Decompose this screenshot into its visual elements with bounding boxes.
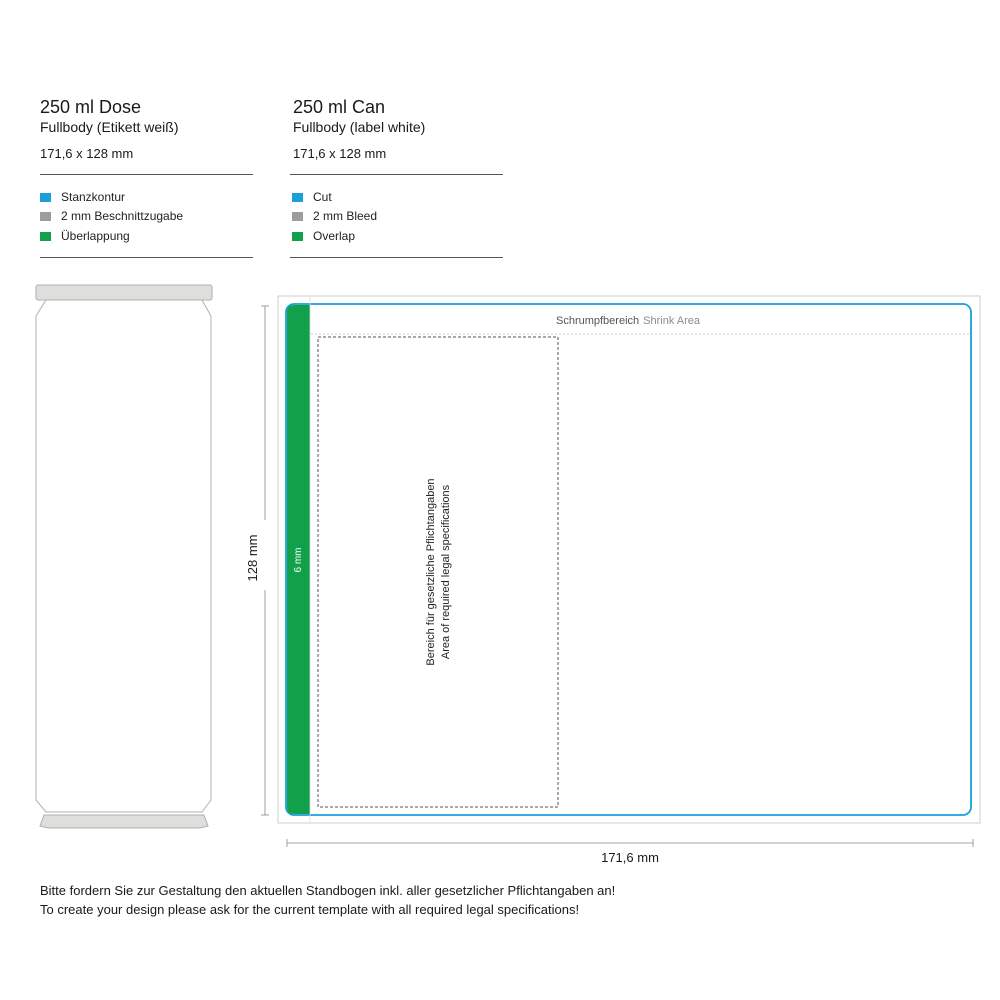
height-label: 128 mm <box>245 534 260 582</box>
footer-note-de: Bitte fordern Sie zur Gestaltung den aktuellen Standbogen inkl. aller gesetzlicher Pflichtangaben an! <box>40 883 616 898</box>
size-en: 171,6 x 128 mm <box>293 146 387 161</box>
size-de: 171,6 x 128 mm <box>40 146 134 161</box>
cut-contour <box>286 304 971 815</box>
title-de: 250 ml Dose <box>40 97 142 117</box>
subtitle-de: Fullbody (Etikett weiß) <box>40 119 179 135</box>
shrink-label-en: Shrink Area <box>643 315 701 327</box>
width-label: 171,6 mm <box>601 850 659 865</box>
legend-label: 2 mm Bleed <box>313 209 378 223</box>
subtitle-en: Fullbody (label white) <box>293 119 426 135</box>
can-body <box>36 300 211 812</box>
height-dimension <box>245 306 269 815</box>
footer-note-en: To create your design please ask for the current template with all required legal specifications! <box>40 902 580 917</box>
shrink-label-de: Schrumpfbereich <box>555 315 640 327</box>
overlap-label: 6 mm <box>293 547 304 573</box>
width-dimension <box>287 839 973 865</box>
legal-area-label-en: Area of required legal specifications <box>440 484 452 660</box>
can-lid <box>36 285 212 300</box>
legend-label: Overlap <box>313 229 356 243</box>
legend-label: Überlappung <box>61 229 130 243</box>
legend-label: Cut <box>313 190 332 204</box>
can-illustration <box>36 285 212 828</box>
title-en: 250 ml Can <box>293 97 386 117</box>
legal-area-label-de: Bereich für gesetzliche Pflichtangaben <box>425 478 437 666</box>
can-bottom <box>40 815 208 828</box>
legend-label: 2 mm Beschnittzugabe <box>61 209 184 223</box>
legend-label: Stanzkontur <box>61 190 126 204</box>
shrink-area-label <box>556 315 701 327</box>
